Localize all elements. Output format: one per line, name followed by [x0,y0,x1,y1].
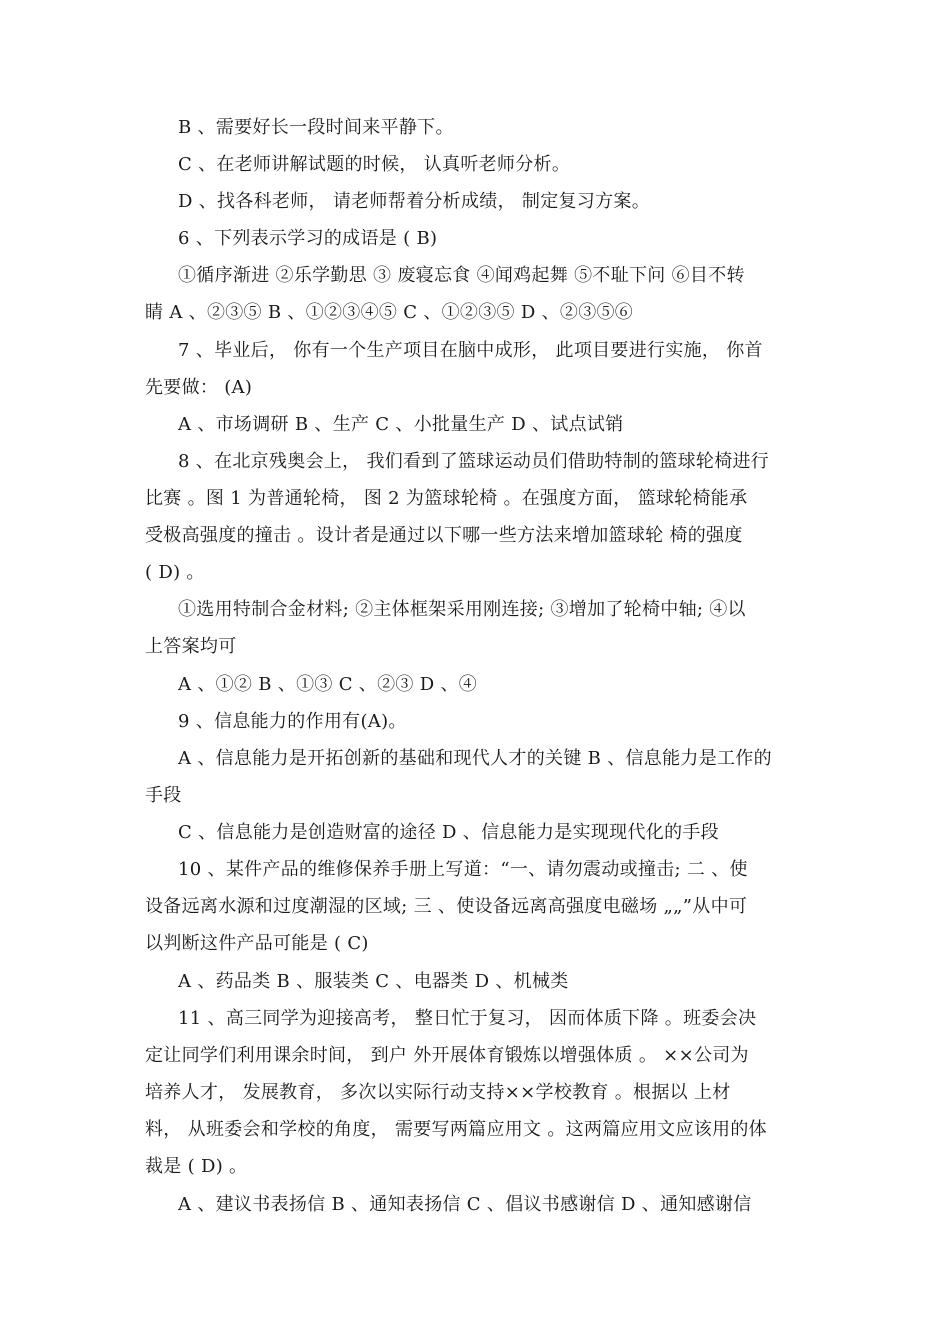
question-line: 11 、高三同学为迎接高考， 整日忙于复习， 因而体质下降 。班委会决 [178,1008,757,1029]
option-line: A 、药品类 B 、服装类 C 、电器类 D 、机械类 [178,971,569,992]
paragraph-line: 设备远离水源和过度潮湿的区域; 三 、使设备远离高强度电磁场 „„”从中可 [145,896,748,917]
paragraph-line: 培养人才， 发展教育， 多次以实际行动支持××学校教育 。根据以 上材 [145,1082,731,1103]
paragraph-line: 料， 从班委会和学校的角度， 需要写两篇应用文 。这两篇应用文应该用的体 [145,1119,767,1140]
question-line: 6 、下列表示学习的成语是 ( B) [178,228,438,249]
question-line: 10 、某件产品的维修保养手册上写道：“一、请勿震动或撞击; 二 、使 [178,859,748,880]
paragraph-line: ①循序渐进 ②乐学勤思 ③ 废寝忘食 ④闻鸡起舞 ⑤不耻下问 ⑥目不转 [178,265,745,286]
question-line: 8 、在北京残奥会上， 我们看到了篮球运动员们借助特制的篮球轮椅进行 [178,451,770,472]
paragraph-line: 睛 A 、②③⑤ B 、①②③④⑤ C 、①②③⑤ D 、②③⑤⑥ [145,302,634,323]
option-line: A 、市场调研 B 、生产 C 、小批量生产 D 、试点试销 [178,414,624,435]
paragraph-line: 比赛 。图 1 为普通轮椅， 图 2 为篮球轮椅 。在强度方面， 篮球轮椅能承 [145,488,748,509]
paragraph-line: 定让同学们利用课余时间， 到户 外开展体育锻炼以增强体质 。 ××公司为 [145,1045,749,1066]
paragraph-line: 手段 [145,785,182,806]
paragraph-line: ①选用特制合金材料; ②主体框架采用刚连接; ③增加了轮椅中轴; ④以 [178,599,746,620]
option-line: A 、信息能力是开拓创新的基础和现代人才的关键 B 、信息能力是工作的 [178,748,772,769]
paragraph-line: ( D) 。 [145,562,205,583]
option-line: C 、在老师讲解试题的时候， 认真听老师分析。 [178,154,571,175]
option-line: B 、需要好长一段时间来平静下。 [178,117,454,138]
paragraph-line: 受极高强度的撞击 。设计者是通过以下哪一些方法来增加篮球轮 椅的强度 [145,525,743,546]
paragraph-line: 先要做： (A) [145,377,253,398]
option-line: A 、①② B 、①③ C 、②③ D 、④ [178,674,478,695]
question-line: 7 、毕业后， 你有一个生产项目在脑中成形， 此项目要进行实施， 你首 [178,340,763,361]
paragraph-line: 上答案均可 [145,636,237,657]
paragraph-line: 裁是 ( D) 。 [145,1156,248,1177]
option-line: C 、信息能力是创造财富的途径 D 、信息能力是实现现代化的手段 [178,822,719,843]
paragraph-line: 以判断这件产品可能是 ( C) [145,933,369,954]
question-line: 9 、信息能力的作用有(A)。 [178,711,407,732]
option-line: A 、建议书表扬信 B 、通知表扬信 C 、倡议书感谢信 D 、通知感谢信 [178,1194,752,1215]
option-line: D 、找各科老师， 请老师帮着分析成绩， 制定复习方案。 [178,191,650,212]
